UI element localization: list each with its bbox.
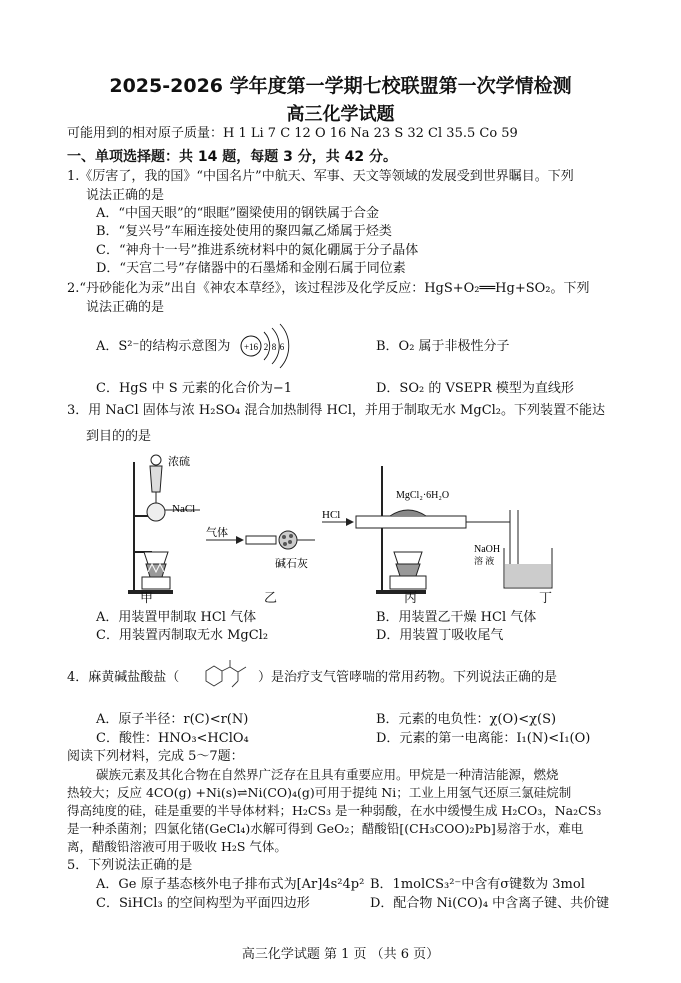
label-hcl: HCl [322,509,341,521]
q5-option-d: D．配合物 Ni(CO)₄ 中含离子键、共价键 [370,896,610,911]
q2-option-b: B．O₂ 属于非极性分子 [376,339,510,354]
section-heading: 一、单项选择题：共 14 题，每题 3 分，共 42 分。 [67,149,397,165]
q4-option-a: A．原子半径：r(C)<r(N) [96,712,249,727]
atomic-masses: 可能用到的相对原子质量：H 1 Li 7 C 12 O 16 Na 23 S 32 Cl 35.5 Co 59 [67,126,518,141]
q5-option-a: A．Ge 原子基态核外电子排布式为[Ar]4s²4p² [96,877,365,892]
shell-2: 8 [271,342,277,352]
ephedrine-structure [196,655,256,697]
q2-stem-cont: 说法正确的是 [86,300,165,315]
reading-line-1: 碳族元素及其化合物在自然界广泛存在且具有重要应用。甲烷是一种清洁能源，燃烧 [96,767,559,782]
q4-option-d: D．元素的第一电离能：I₁(N)<I₁(O) [376,731,591,746]
label-bing: 丙 [404,591,418,606]
q5-stem: 5．下列说法正确的是 [67,858,193,873]
apparatus-yi [206,525,315,570]
reading-line-3: 得高纯度的硅，硅是重要的半导体材料；H₂CS₃ 是一种弱酸，在水中缓慢生成 H₂CO₃，Na₂CS₃ [67,803,602,818]
apparatus-jia [128,454,200,594]
q1-stem-cont: 说法正确的是 [86,188,165,203]
page-title: 2025-2026 学年度第一学期七校联盟第一次学情检测 [109,75,572,97]
label-acid: 浓硫 [168,456,190,468]
q4-stem-pre: 4．麻黄碱盐酸盐（ [67,670,180,685]
label-naoh: NaOH [474,544,501,555]
q3-option-a: A．用装置甲制取 HCl 气体 [96,610,257,625]
q1-stem: 1.《厉害了，我的国》“中国名片”中航天、军事、天文等领域的发展受到世界瞩目。下列 [67,169,574,184]
page-footer: 高三化学试题 第 1 页 （共 6 页） [241,947,440,962]
label-jia: 甲 [140,591,154,606]
q2-option-c: C．HgS 中 S 元素的化合价为−1 [96,381,292,396]
label-lime: 碱石灰 [275,558,308,570]
q3-stem-cont: 到目的的是 [86,429,152,444]
shell-3: 6 [279,342,285,352]
label-ding: 丁 [539,591,553,606]
q3-option-b: B．用装置乙干燥 HCl 气体 [376,610,537,625]
apparatus-bing [322,466,510,594]
q4-option-c: C．酸性：HNO₃<HClO₄ [96,731,249,746]
q1-option-a: A．“中国天眼”的“眼眶”圈梁使用的钢铁属于合金 [96,206,379,221]
reading-line-2: 热较大；反应 4CO(g) +Ni(s)⇌Ni(CO)₄(g)可用于提纯 Ni；工业上用氢气还原三氯硅烷制 [67,785,572,800]
q1-option-c: C．“神舟十一号”推进系统材料中的氮化硼属于分子晶体 [96,243,419,258]
label-gas: 气体 [206,527,228,539]
q2-stem: 2.“丹砂能化为汞”出自《神农本草经》，该过程涉及化学反应：HgS+O₂══Hg+SO₂。下列 [67,281,590,296]
reading-line-5: 离，醋酸铅溶液可用于吸收 H₂S 气体。 [67,839,287,854]
q3-option-d: D．用装置丁吸收尾气 [376,628,504,643]
shell-1: 2 [263,342,269,352]
label-mgcl: MgCl₂·6H₂O [396,490,450,501]
page-subtitle: 高三化学试题 [286,104,395,125]
q3-stem: 3．用 NaCl 固体与浓 H₂SO₄ 混合加热制得 HCl，并用于制取无水 MgCl₂。下列装置不能达 [67,403,606,418]
q4-stem-post: ）是治疗支气管哮喘的常用药物。下列说法正确的是 [258,670,558,685]
label-yi: 乙 [264,591,278,606]
q1-option-b: B．“复兴号”车厢连接处使用的聚四氟乙烯属于烃类 [96,224,392,239]
sulfide-ion-diagram [236,320,296,372]
reading-line-4: 是一种杀菌剂；四氯化锗(GeCl₄)水解可得到 GeO₂；醋酸铅[(CH₃COO)₂Pb]易溶于水，难电 [67,821,584,836]
apparatus-figure [90,452,560,608]
q3-option-c: C．用装置丙制取无水 MgCl₂ [96,628,269,643]
q2-option-d: D．SO₂ 的 VSEPR 模型为直线形 [376,381,574,396]
q5-option-b: B．1molCS₃²⁻中含有σ键数为 3mol [370,877,585,892]
nucleus-label: +16 [243,342,259,352]
q2-option-a: A．S²⁻的结构示意图为 [96,339,231,354]
label-soln: 溶 液 [474,556,495,566]
q1-option-d: D．“天宫二号”存储器中的石墨烯和金刚石属于同位素 [96,261,406,276]
q5-option-c: C．SiHCl₃ 的空间构型为平面四边形 [96,896,310,911]
q4-option-b: B．元素的电负性：χ(O)<χ(S) [376,712,557,727]
reading-intro: 阅读下列材料，完成 5～7题： [67,749,244,764]
label-nacl: NaCl [172,503,196,515]
